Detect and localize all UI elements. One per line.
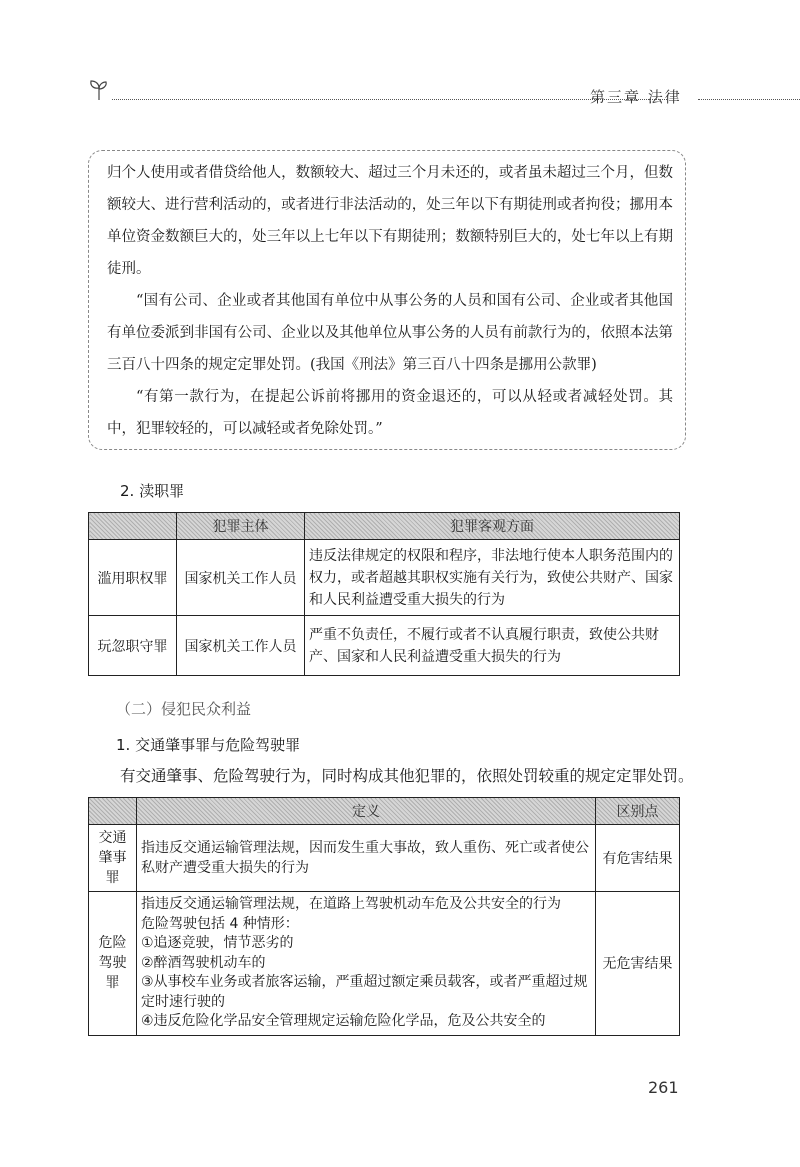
header-rule-left [112, 99, 667, 100]
table-row [89, 892, 680, 1036]
excerpt-paragraph-1: 归个人使用或者借贷给他人，数额较大、超过三个月未还的，或者虽未超过三个月，但数额较大、进行营利活动的，或者进行非法活动的，处三年以下有期徒刑或者拘役；挪用本单位资金数额巨大的，处三年以上七年以下有期徒刑；数额特别巨大的，处七年以上有期徒刑。 [107, 165, 673, 277]
crime-name: 滥用职权罪 [89, 540, 177, 616]
header-rule-right [698, 99, 800, 100]
section-title-public-interest: （二）侵犯民众利益 [116, 700, 252, 718]
table-header-cell: 犯罪主体 [177, 513, 305, 540]
excerpt-paragraph-2: “国有公司、企业或者其他国有单位中从事公务的人员和国有公司、企业或者其他国有单位委派到非国有公司、企业以及其他单位从事公务的人员有前款行为的，依照本法第三百八十四条的规定定罪处罚。(我国《刑法》第三百八十四条是挪用公款罪) [107, 293, 673, 373]
definition-line: 指违反交通运输管理法规，在道路上驾驶机动车危及公共安全的行为 [141, 896, 561, 912]
table-header-row [89, 798, 680, 825]
table-header-cell: 定义 [137, 798, 596, 825]
table-header-cell: 区别点 [596, 798, 680, 825]
crime-subject: 国家机关工作人员 [177, 540, 305, 616]
dereliction-table [88, 512, 680, 676]
table-row [89, 825, 680, 892]
crime-subject: 国家机关工作人员 [177, 616, 305, 676]
definition-line: ②醉酒驾驶机动车的 [141, 954, 266, 971]
table-header-cell [89, 513, 177, 540]
definition-line: ①追逐竞驶，情节恶劣的 [141, 935, 294, 951]
crime-difference: 有危害结果 [596, 825, 680, 892]
crime-definition: 指违反交通运输管理法规，因而发生重大事故，致人重伤、死亡或者使公私财产遭受重大损失的行为 [137, 825, 596, 892]
page-header [88, 78, 800, 104]
definition-line: 危险驾驶包括 4 种情形： [141, 915, 299, 932]
chapter-title: 第三章 法律 [590, 88, 682, 106]
crime-name: 交通肇事罪 [89, 825, 137, 892]
section-title-dereliction: 2. 渎职罪 [120, 482, 185, 500]
crime-name: 玩忽职守罪 [89, 616, 177, 676]
subsection-title-traffic: 1. 交通肇事罪与危险驾驶罪 [116, 736, 301, 754]
table-header-cell [89, 798, 137, 825]
definition-line: ④违反危险化学品安全管理规定运输危险化学品，危及公共安全的 [141, 1013, 546, 1029]
crime-description: 严重不负责任，不履行或者不认真履行职责，致使公共财产、国家和人民利益遭受重大损失的行为 [305, 616, 680, 676]
crime-difference: 无危害结果 [596, 892, 680, 1036]
traffic-crime-table [88, 797, 680, 1036]
definition-line: ③从事校车业务或者旅客运输，严重超过额定乘员载客，或者严重超过规定时速行驶的 [141, 974, 588, 1010]
crime-name: 危险驾驶罪 [89, 892, 137, 1036]
table-row [89, 616, 680, 676]
table-row [89, 540, 680, 616]
table-header-cell: 犯罪客观方面 [305, 513, 680, 540]
page-number: 261 [648, 1078, 679, 1097]
crime-definition [137, 892, 596, 1036]
excerpt-paragraph-3: “有第一款行为，在提起公诉前将挪用的资金退还的，可以从轻或者减轻处罚。其中，犯罪较轻的，可以减轻或者免除处罚。” [107, 389, 673, 437]
law-excerpt-box [88, 150, 686, 450]
crime-description: 违反法律规定的权限和程序，非法地行使本人职务范围内的权力，或者超越其职权实施有关行为，致使公共财产、国家和人民利益遭受重大损失的行为 [305, 540, 680, 616]
sprout-icon [88, 78, 110, 102]
intro-paragraph: 有交通肇事、危险驾驶行为，同时构成其他犯罪的，依照处罚较重的规定定罪处罚。 [120, 767, 694, 785]
table-header-row [89, 513, 680, 540]
